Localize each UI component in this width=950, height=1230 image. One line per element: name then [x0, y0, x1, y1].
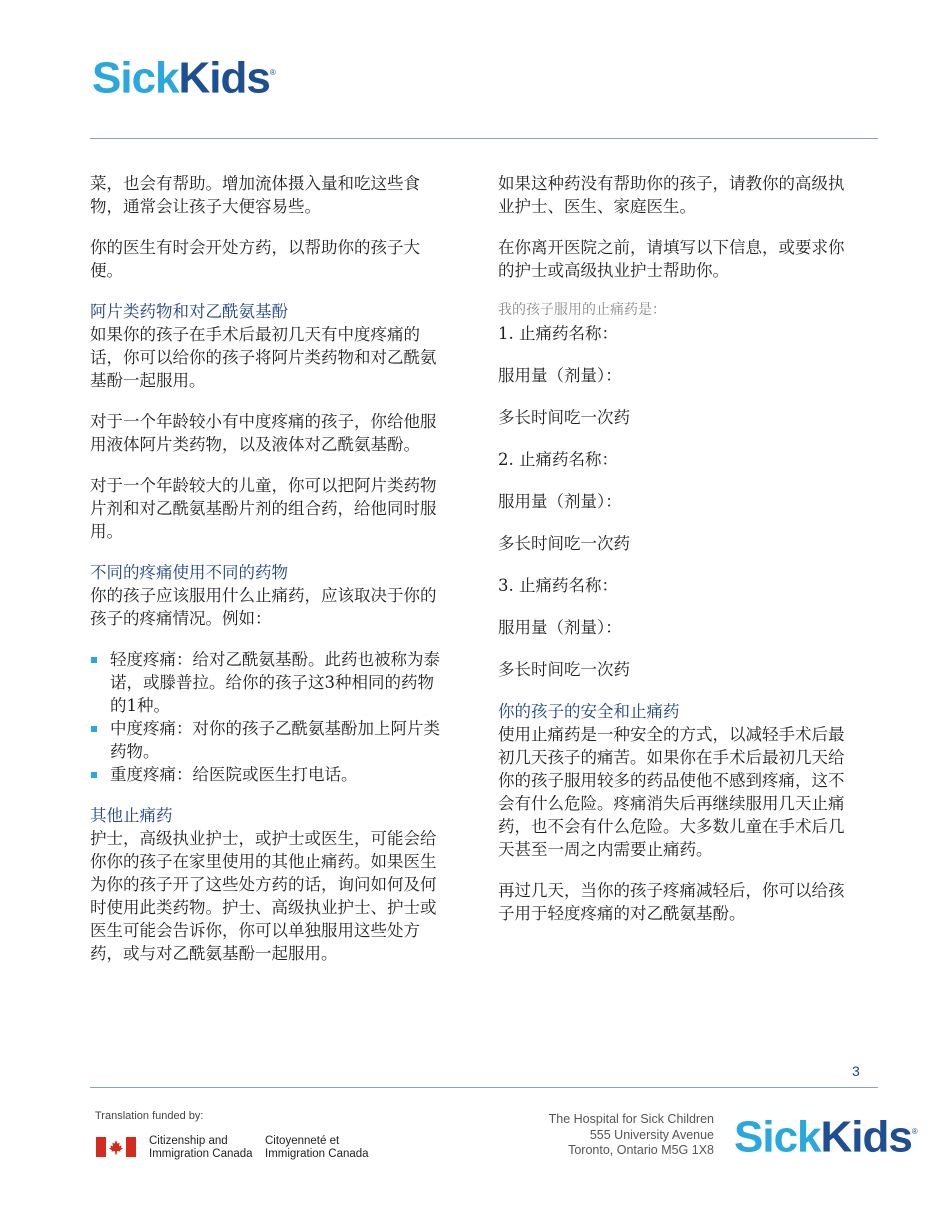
form-label: 我的孩子服用的止痛药是：	[498, 302, 666, 318]
section-heading: 阿片类药物和对乙酰氨基酚	[90, 302, 288, 321]
section-heading: 不同的疼痛使用不同的药物	[90, 563, 288, 582]
bullet-icon	[91, 657, 97, 663]
funding-note: Translation funded by:	[95, 1110, 204, 1122]
list-item: 中度疼痛：对你的孩子乙酰氨基酚加上阿片类药物。	[90, 717, 450, 763]
left-column	[90, 172, 450, 983]
paragraph: 如果这种药没有帮助你的孩子，请教你的高级执业护士、医生、家庭医生。	[498, 174, 845, 216]
section-heading: 你的孩子的安全和止痛药	[498, 702, 680, 721]
paragraph: 你的医生有时会开处方药，以帮助你的孩子大便。	[90, 238, 420, 280]
sickkids-footer-logo: SickKids®	[734, 1112, 917, 1162]
form-field-frequency: 多长时间吃一次药	[498, 534, 630, 553]
form-field-dose: 服用量（剂量）：	[498, 366, 622, 385]
sickkids-logo: SickKids®	[92, 53, 275, 103]
bullet-icon	[91, 772, 97, 778]
paragraph: 护士，高级执业护士，或护士或医生，可能会给你你的孩子在家里使用的其他止痛药。如果医生为你的孩子开了这些处方药的话，询问如何及何时使用此类药物。护士、高级执业护士、护士或医生可能会告诉你，你可以单独服用这些处方药，或与对乙酰氨基酚一起服用。	[90, 829, 437, 963]
paragraph: 对于一个年龄较小有中度疼痛的孩子，你给他服用液体阿片类药物，以及液体对乙酰氨基酚。	[90, 412, 437, 454]
pain-level-list	[90, 648, 450, 786]
form-field-name: 3. 止痛药名称：	[498, 576, 618, 595]
gov-name-english: Citizenship and Immigration Canada	[149, 1135, 253, 1160]
form-field-dose: 服用量（剂量）：	[498, 618, 622, 637]
gov-name-french: Citoyenneté et Immigration Canada	[265, 1135, 369, 1160]
paragraph: 如果你的孩子在手术后最初几天有中度疼痛的话，你可以给你的孩子将阿片类药物和对乙酰氨基酚一起服用。	[90, 325, 437, 390]
list-item: 轻度疼痛：给对乙酰氨基酚。此药也被称为泰诺，或滕普拉。给你的孩子这3种相同的药物的1种。	[90, 648, 450, 717]
bullet-icon	[91, 726, 97, 732]
form-field-dose: 服用量（剂量）：	[498, 492, 622, 511]
right-column	[498, 172, 858, 943]
list-item: 重度疼痛：给医院或医生打电话。	[90, 763, 450, 786]
hospital-address: The Hospital for Sick Children 555 University Avenue Toronto, Ontario M5G 1X8	[548, 1112, 714, 1157]
form-field-name: 1. 止痛药名称：	[498, 324, 618, 343]
paragraph: 对于一个年龄较大的儿童，你可以把阿片类药物片剂和对乙酰氨基酚片剂的组合药，给他同时服用。	[90, 476, 437, 541]
header-divider	[90, 138, 878, 139]
form-field-frequency: 多长时间吃一次药	[498, 660, 630, 679]
paragraph: 菜，也会有帮助。增加流体摄入量和吃这些食物，通常会让孩子大便容易些。	[90, 174, 420, 216]
paragraph: 使用止痛药是一种安全的方式，以减轻手术后最初几天孩子的痛苦。如果你在手术后最初几天给你的孩子服用较多的药品使他不感到疼痛，这不会有什么危险。疼痛消失后再继续服用几天止痛药，也不会有什么危险。大多数儿童在手术后几天甚至一周之内需要止痛药。	[498, 725, 845, 859]
paragraph: 你的孩子应该服用什么止痛药，应该取决于你的孩子的疼痛情况。例如：	[90, 586, 437, 628]
form-field-name: 2. 止痛药名称：	[498, 450, 618, 469]
canada-flag-icon	[96, 1137, 136, 1157]
page-number: 3	[852, 1063, 860, 1079]
paragraph: 再过几天，当你的孩子疼痛减轻后，你可以给孩子用于轻度疼痛的对乙酰氨基酚。	[498, 881, 845, 923]
form-field-frequency: 多长时间吃一次药	[498, 408, 630, 427]
footer-divider	[90, 1087, 878, 1088]
paragraph: 在你离开医院之前，请填写以下信息，或要求你的护士或高级执业护士帮助你。	[498, 238, 845, 280]
section-heading: 其他止痛药	[90, 806, 173, 825]
